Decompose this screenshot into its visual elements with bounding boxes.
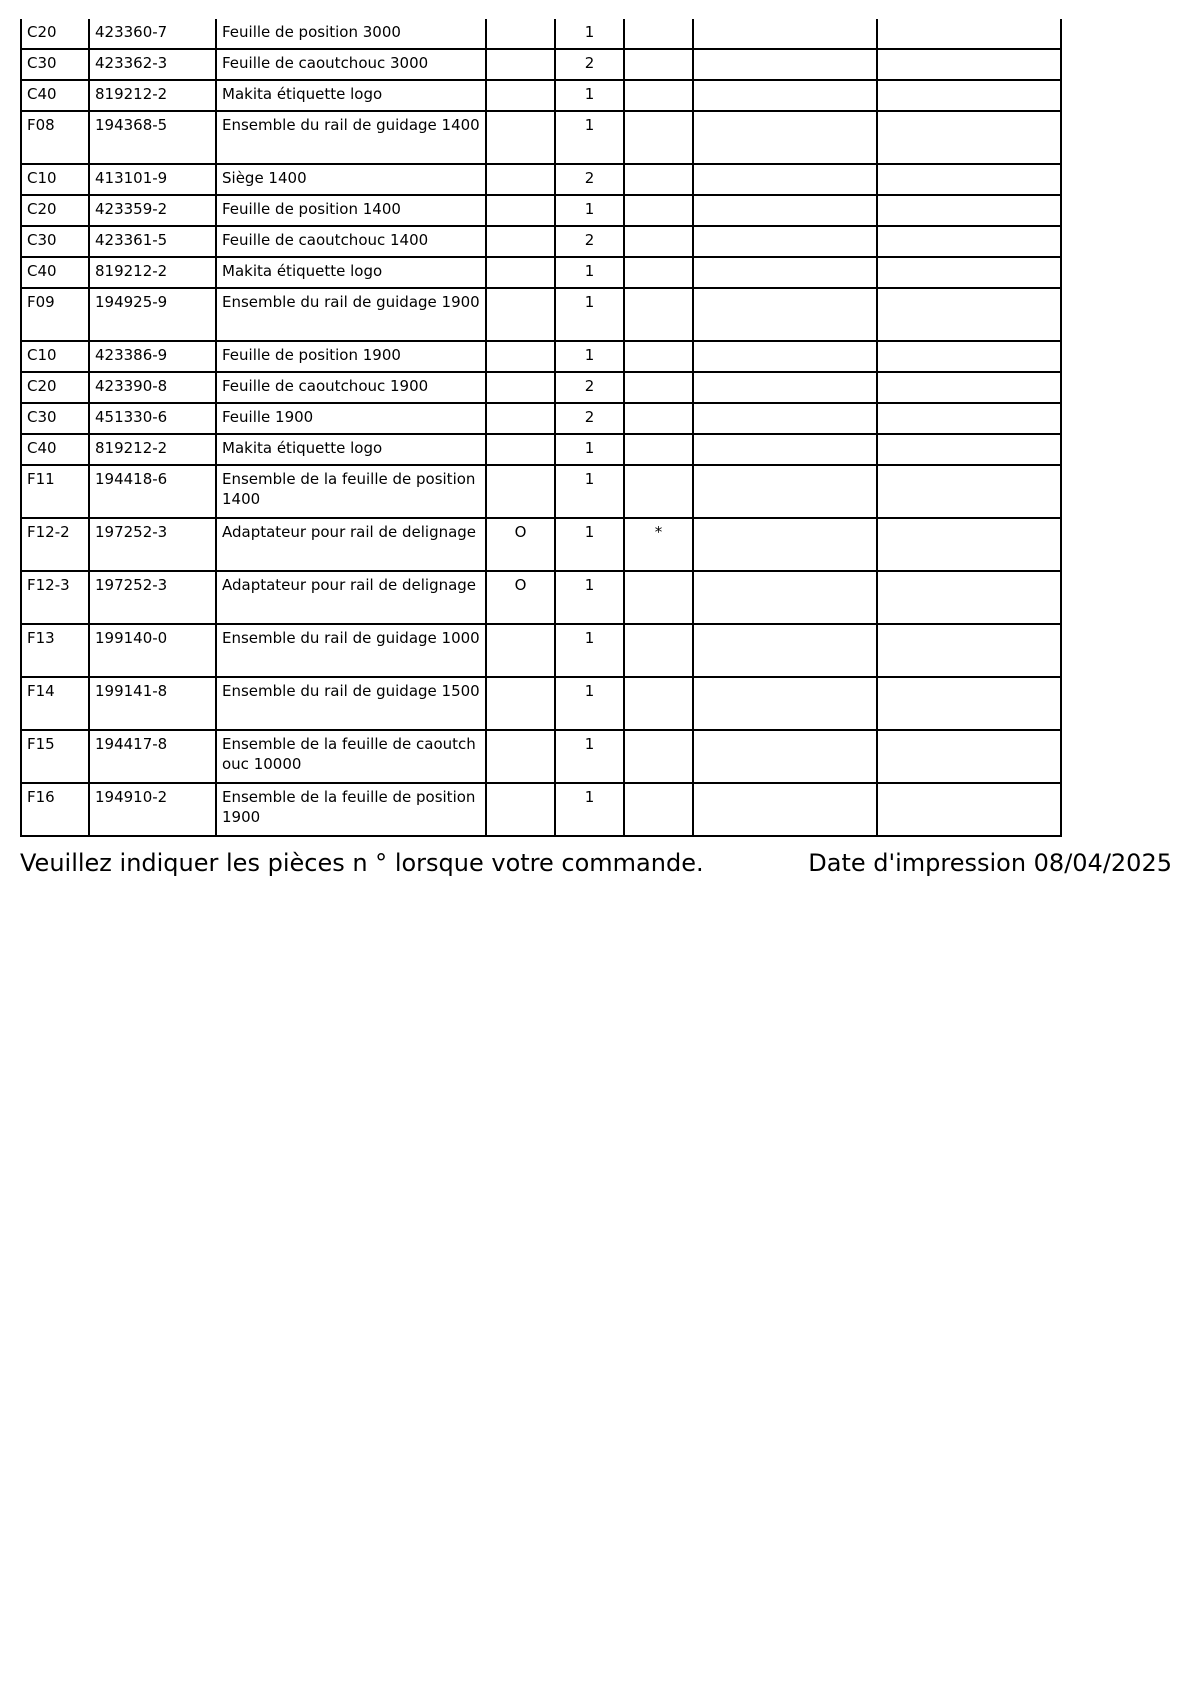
row-part-number-cell: 197252-3 <box>89 518 216 571</box>
row-ref-cell: F09 <box>21 288 89 341</box>
row-part-number-cell: 199141-8 <box>89 677 216 730</box>
table-row <box>21 403 1061 434</box>
row-empty-cell <box>877 403 1061 434</box>
row-quantity-cell: 2 <box>555 49 624 80</box>
row-empty-cell <box>693 571 877 624</box>
table-row <box>21 624 1061 677</box>
row-ref-cell: F16 <box>21 783 89 836</box>
row-empty-cell <box>877 226 1061 257</box>
row-option-cell <box>486 341 555 372</box>
row-quantity-cell: 1 <box>555 80 624 111</box>
row-part-number-cell: 819212-2 <box>89 80 216 111</box>
row-description-cell: Feuille de position 1900 <box>216 341 486 372</box>
row-quantity-cell: 1 <box>555 518 624 571</box>
table-row <box>21 341 1061 372</box>
row-part-number-cell: 423360-7 <box>89 19 216 49</box>
row-part-number-cell: 423362-3 <box>89 49 216 80</box>
row-note-cell <box>624 257 693 288</box>
row-option-cell <box>486 677 555 730</box>
row-empty-cell <box>877 288 1061 341</box>
row-part-number-cell: 451330-6 <box>89 403 216 434</box>
row-option-cell <box>486 226 555 257</box>
row-quantity-cell: 1 <box>555 730 624 783</box>
order-instruction-note: Veuillez indiquer les pièces n ° lorsque votre commande. <box>20 849 704 877</box>
print-date: Date d'impression 08/04/2025 <box>808 849 1172 877</box>
row-empty-cell <box>877 518 1061 571</box>
row-quantity-cell: 1 <box>555 341 624 372</box>
row-description-cell: Makita étiquette logo <box>216 80 486 111</box>
row-ref-cell: C20 <box>21 195 89 226</box>
row-quantity-cell: 2 <box>555 403 624 434</box>
row-empty-cell <box>693 111 877 164</box>
table-row <box>21 372 1061 403</box>
row-empty-cell <box>877 195 1061 226</box>
row-quantity-cell: 1 <box>555 111 624 164</box>
row-quantity-cell: 1 <box>555 783 624 836</box>
row-part-number-cell: 423361-5 <box>89 226 216 257</box>
row-quantity-cell: 1 <box>555 19 624 49</box>
table-row <box>21 257 1061 288</box>
row-option-cell <box>486 19 555 49</box>
row-description-cell: Makita étiquette logo <box>216 257 486 288</box>
table-row <box>21 288 1061 341</box>
row-ref-cell: C30 <box>21 403 89 434</box>
row-note-cell: * <box>624 518 693 571</box>
row-description-cell: Adaptateur pour rail de delignage <box>216 518 486 571</box>
row-ref-cell: C40 <box>21 80 89 111</box>
row-option-cell <box>486 372 555 403</box>
table-row <box>21 783 1061 836</box>
row-ref-cell: C10 <box>21 341 89 372</box>
row-part-number-cell: 197252-3 <box>89 571 216 624</box>
row-empty-cell <box>693 80 877 111</box>
row-empty-cell <box>877 80 1061 111</box>
row-ref-cell: F13 <box>21 624 89 677</box>
row-option-cell <box>486 783 555 836</box>
row-note-cell <box>624 164 693 195</box>
row-empty-cell <box>877 624 1061 677</box>
row-ref-cell: C40 <box>21 434 89 465</box>
row-description-cell: Makita étiquette logo <box>216 434 486 465</box>
row-empty-cell <box>693 372 877 403</box>
row-note-cell <box>624 226 693 257</box>
row-note-cell <box>624 730 693 783</box>
row-option-cell <box>486 164 555 195</box>
row-note-cell <box>624 80 693 111</box>
table-row <box>21 571 1061 624</box>
table-row <box>21 195 1061 226</box>
row-empty-cell <box>877 372 1061 403</box>
row-option-cell <box>486 730 555 783</box>
row-empty-cell <box>693 677 877 730</box>
row-description-cell: Ensemble du rail de guidage 1900 <box>216 288 486 341</box>
row-description-cell: Ensemble du rail de guidage 1000 <box>216 624 486 677</box>
row-option-cell <box>486 288 555 341</box>
row-part-number-cell: 194368-5 <box>89 111 216 164</box>
table-row <box>21 19 1061 49</box>
row-ref-cell: C40 <box>21 257 89 288</box>
row-quantity-cell: 1 <box>555 288 624 341</box>
row-description-cell: Feuille de caoutchouc 1400 <box>216 226 486 257</box>
row-ref-cell: F14 <box>21 677 89 730</box>
row-empty-cell <box>693 257 877 288</box>
row-empty-cell <box>877 783 1061 836</box>
row-empty-cell <box>877 111 1061 164</box>
row-empty-cell <box>693 783 877 836</box>
row-empty-cell <box>877 341 1061 372</box>
row-empty-cell <box>877 257 1061 288</box>
row-part-number-cell: 423359-2 <box>89 195 216 226</box>
row-part-number-cell: 413101-9 <box>89 164 216 195</box>
row-part-number-cell: 819212-2 <box>89 434 216 465</box>
row-empty-cell <box>693 195 877 226</box>
row-ref-cell: C20 <box>21 372 89 403</box>
row-note-cell <box>624 624 693 677</box>
table-row <box>21 434 1061 465</box>
table-row <box>21 518 1061 571</box>
row-description-cell: Siège 1400 <box>216 164 486 195</box>
table-row <box>21 465 1061 518</box>
row-quantity-cell: 1 <box>555 624 624 677</box>
row-option-cell <box>486 624 555 677</box>
row-empty-cell <box>693 49 877 80</box>
row-empty-cell <box>693 164 877 195</box>
row-ref-cell: C20 <box>21 19 89 49</box>
row-ref-cell: C30 <box>21 49 89 80</box>
row-description-cell: Ensemble de la feuille de position 1900 <box>216 783 486 836</box>
row-option-cell <box>486 403 555 434</box>
row-note-cell <box>624 111 693 164</box>
row-part-number-cell: 194910-2 <box>89 783 216 836</box>
row-part-number-cell: 819212-2 <box>89 257 216 288</box>
row-description-cell: Ensemble de la feuille de position 1400 <box>216 465 486 518</box>
row-quantity-cell: 1 <box>555 195 624 226</box>
row-empty-cell <box>693 341 877 372</box>
row-description-cell: Feuille de position 3000 <box>216 19 486 49</box>
row-ref-cell: F08 <box>21 111 89 164</box>
parts-table <box>20 19 1062 837</box>
table-row <box>21 80 1061 111</box>
row-empty-cell <box>693 518 877 571</box>
row-ref-cell: F15 <box>21 730 89 783</box>
parts-table-body <box>21 19 1061 836</box>
row-note-cell <box>624 49 693 80</box>
row-empty-cell <box>693 19 877 49</box>
row-note-cell <box>624 288 693 341</box>
row-option-cell <box>486 80 555 111</box>
row-note-cell <box>624 372 693 403</box>
row-note-cell <box>624 677 693 730</box>
row-note-cell <box>624 465 693 518</box>
row-empty-cell <box>693 403 877 434</box>
row-quantity-cell: 1 <box>555 677 624 730</box>
row-option-cell <box>486 49 555 80</box>
row-note-cell <box>624 341 693 372</box>
row-note-cell <box>624 195 693 226</box>
table-row <box>21 730 1061 783</box>
row-note-cell <box>624 19 693 49</box>
row-part-number-cell: 199140-0 <box>89 624 216 677</box>
row-description-cell: Feuille de position 1400 <box>216 195 486 226</box>
row-quantity-cell: 1 <box>555 465 624 518</box>
row-quantity-cell: 1 <box>555 571 624 624</box>
row-note-cell <box>624 571 693 624</box>
row-description-cell: Feuille de caoutchouc 3000 <box>216 49 486 80</box>
row-part-number-cell: 194417-8 <box>89 730 216 783</box>
row-note-cell <box>624 434 693 465</box>
row-option-cell <box>486 111 555 164</box>
row-description-cell: Adaptateur pour rail de delignage <box>216 571 486 624</box>
row-empty-cell <box>877 434 1061 465</box>
table-row <box>21 164 1061 195</box>
table-row <box>21 49 1061 80</box>
row-quantity-cell: 2 <box>555 226 624 257</box>
row-ref-cell: F11 <box>21 465 89 518</box>
table-row <box>21 677 1061 730</box>
row-ref-cell: C10 <box>21 164 89 195</box>
row-empty-cell <box>877 730 1061 783</box>
row-part-number-cell: 423386-9 <box>89 341 216 372</box>
row-option-cell <box>486 257 555 288</box>
row-description-cell: Ensemble du rail de guidage 1400 <box>216 111 486 164</box>
row-option-cell <box>486 195 555 226</box>
row-empty-cell <box>693 226 877 257</box>
row-option-cell: O <box>486 571 555 624</box>
table-row <box>21 111 1061 164</box>
row-empty-cell <box>877 677 1061 730</box>
row-part-number-cell: 194418-6 <box>89 465 216 518</box>
row-quantity-cell: 1 <box>555 434 624 465</box>
row-empty-cell <box>877 49 1061 80</box>
row-empty-cell <box>693 624 877 677</box>
row-empty-cell <box>693 730 877 783</box>
row-quantity-cell: 2 <box>555 164 624 195</box>
row-empty-cell <box>877 19 1061 49</box>
row-description-cell: Feuille 1900 <box>216 403 486 434</box>
table-row <box>21 226 1061 257</box>
row-part-number-cell: 194925-9 <box>89 288 216 341</box>
row-ref-cell: F12-2 <box>21 518 89 571</box>
row-quantity-cell: 1 <box>555 257 624 288</box>
row-part-number-cell: 423390-8 <box>89 372 216 403</box>
row-option-cell <box>486 465 555 518</box>
row-empty-cell <box>693 288 877 341</box>
row-ref-cell: F12-3 <box>21 571 89 624</box>
row-note-cell <box>624 403 693 434</box>
row-empty-cell <box>877 465 1061 518</box>
row-option-cell <box>486 434 555 465</box>
row-empty-cell <box>693 434 877 465</box>
row-quantity-cell: 2 <box>555 372 624 403</box>
row-description-cell: Ensemble de la feuille de caoutchouc 10000 <box>216 730 486 783</box>
row-empty-cell <box>693 465 877 518</box>
row-empty-cell <box>877 164 1061 195</box>
row-empty-cell <box>877 571 1061 624</box>
row-description-cell: Ensemble du rail de guidage 1500 <box>216 677 486 730</box>
row-option-cell: O <box>486 518 555 571</box>
row-ref-cell: C30 <box>21 226 89 257</box>
row-note-cell <box>624 783 693 836</box>
row-description-cell: Feuille de caoutchouc 1900 <box>216 372 486 403</box>
